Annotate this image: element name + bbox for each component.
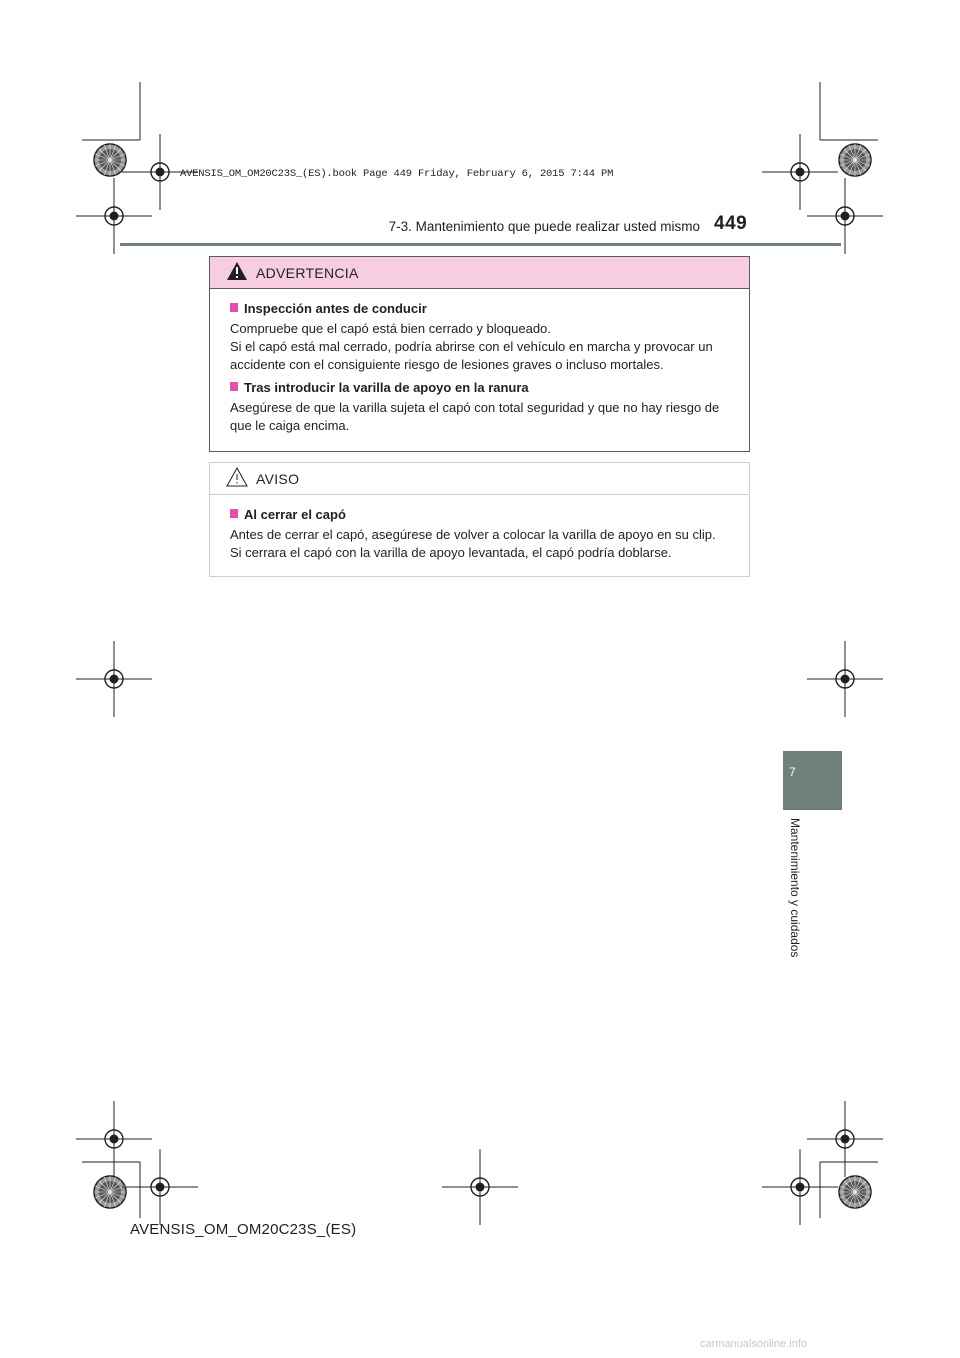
body-line: Compruebe que el capó está bien cerrado y bloqueado.	[230, 321, 551, 336]
section-title: 7-3. Mantenimiento que puede realizar usted mismo	[388, 219, 700, 234]
heading-text: Inspección antes de conducir	[244, 301, 427, 316]
warning-header	[210, 257, 749, 289]
header-rule	[120, 243, 841, 246]
warning-item-body	[230, 320, 742, 374]
page-number: 449	[714, 213, 748, 234]
warning-item-heading	[230, 380, 742, 395]
heading-text: Tras introducir la varilla de apoyo en la ranura	[244, 380, 529, 395]
bullet-square-icon	[230, 382, 238, 391]
heading-text: Al cerrar el capó	[244, 507, 346, 522]
document-id: AVENSIS_OM_OM20C23S_(ES)	[130, 1221, 357, 1238]
warning-triangle-icon	[226, 261, 248, 281]
body-line: Asegúrese de que la varilla sujeta el capó con total seguridad y que no hay riesgo de	[230, 400, 720, 415]
warning-box	[209, 256, 750, 452]
notice-item-heading	[230, 507, 742, 522]
warning-item-body	[230, 399, 742, 435]
chapter-tab	[783, 751, 842, 810]
body-line: Si cerrara el capó con la varilla de apoyo levantada, el capó podría doblarse.	[230, 545, 672, 560]
caution-triangle-icon	[226, 467, 248, 487]
notice-box	[209, 462, 750, 577]
chapter-label: Mantenimiento y cuidados	[788, 818, 802, 958]
body-line: que le caiga encima.	[230, 418, 350, 433]
body-line: Antes de cerrar el capó, asegúrese de volver a colocar la varilla de apoyo en su clip.	[230, 527, 716, 542]
warning-title: ADVERTENCIA	[256, 265, 359, 281]
notice-item-body	[230, 526, 742, 562]
bullet-square-icon	[230, 303, 238, 312]
warning-item-heading	[230, 301, 742, 316]
body-line: Si el capó está mal cerrado, podría abrirse con el vehículo en marcha y provocar un	[230, 339, 713, 354]
notice-header	[210, 463, 749, 495]
warning-item	[230, 380, 742, 435]
watermark: carmanualsonline.info	[700, 1338, 808, 1350]
notice-title: AVISO	[256, 471, 300, 487]
book-file-info: AVENSIS_OM_OM20C23S_(ES).book Page 449 Friday, February 6, 2015 7:44 PM	[180, 168, 614, 180]
bullet-square-icon	[230, 509, 238, 518]
warning-item	[230, 301, 742, 374]
body-line: accidente con el consiguiente riesgo de lesiones graves o incluso mortales.	[230, 357, 664, 372]
chapter-number: 7	[789, 765, 796, 779]
notice-item	[230, 507, 742, 562]
